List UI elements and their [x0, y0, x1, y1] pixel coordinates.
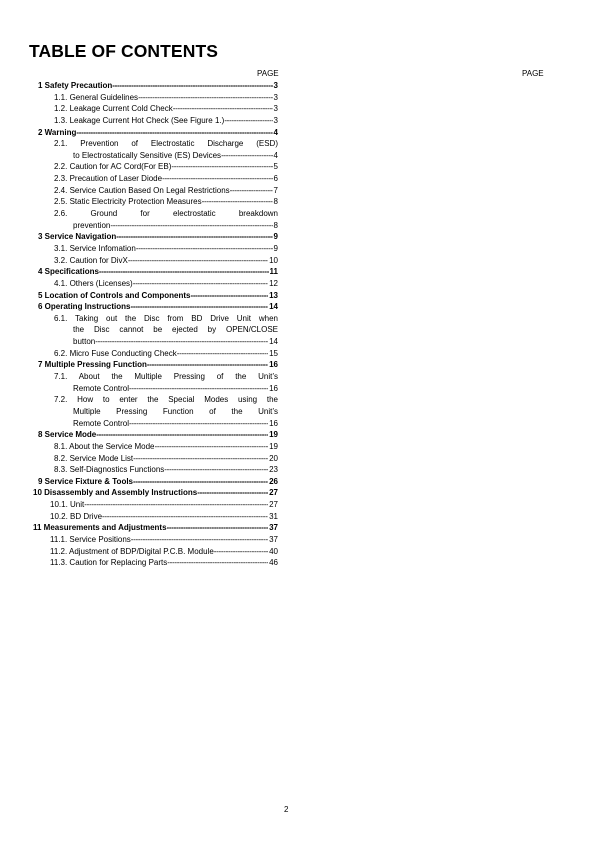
- page-column-header-right: PAGE: [522, 69, 544, 78]
- toc-leader: [197, 487, 268, 499]
- toc-entry-title: 10.2. BD Drive: [50, 511, 103, 521]
- toc-entry[interactable]: [30, 127, 278, 139]
- toc-entry-title-cont: Remote Control: [73, 383, 130, 393]
- toc-leader: [202, 196, 273, 208]
- toc-entry-page: 5: [273, 162, 278, 172]
- toc-entry-title: 8.2. Service Mode List: [54, 453, 134, 463]
- toc-entry[interactable]: [30, 394, 278, 429]
- toc-entry[interactable]: [30, 92, 278, 104]
- toc-entry-title: 10 Disassembly and Assembly Instructions: [33, 488, 198, 498]
- toc-entry-page: 16: [269, 383, 278, 393]
- toc-entry-page: 15: [269, 348, 278, 358]
- toc-entry-title: 1.3. Leakage Current Hot Check (See Figure 1.): [54, 115, 225, 125]
- toc-entry-title: 1.2. Leakage Current Cold Check: [54, 104, 173, 114]
- toc-entry-title: 1 Safety Precaution: [38, 81, 113, 90]
- toc-entry[interactable]: [30, 371, 278, 394]
- toc-entry-title: 6.2. Micro Fuse Conducting Check: [54, 348, 177, 358]
- toc-entry-page: 10: [269, 255, 278, 265]
- toc-entry[interactable]: [30, 487, 278, 499]
- toc-leader: [133, 476, 268, 488]
- toc-entry-title: 10.1. Unit: [50, 500, 85, 510]
- toc-entry-title: 11.2. Adjustment of BDP/Digital P.C.B. Module: [50, 546, 214, 556]
- toc-entry-page: 46: [269, 558, 278, 568]
- toc-entry[interactable]: [30, 511, 278, 523]
- toc-leader: [96, 429, 268, 441]
- toc-entry-page: 37: [269, 523, 278, 533]
- toc-entry-title: 2.1. Prevention of Electrostatic Discharge (ESD): [54, 139, 278, 149]
- toc-entry-title: 2.3. Precaution of Laser Diode: [54, 174, 163, 184]
- toc-entry-page: 14: [269, 302, 278, 312]
- toc-leader: [99, 266, 269, 278]
- toc-leader: [112, 80, 272, 92]
- toc-entry[interactable]: [30, 499, 278, 511]
- toc-entry[interactable]: [30, 546, 278, 558]
- toc-leader: [221, 150, 272, 162]
- toc-entry-title-cont: Remote Control: [73, 418, 130, 428]
- toc-entry-page: 31: [269, 511, 278, 521]
- toc-leader: [173, 103, 273, 115]
- toc-entry[interactable]: [30, 243, 278, 255]
- toc-entry-page: 12: [269, 278, 278, 288]
- toc-entry-page: 4: [273, 127, 278, 137]
- toc-entry-title: 3.1. Service Infomation: [54, 243, 136, 253]
- toc-entry-title: 2.2. Caution for AC Cord(For EB): [54, 162, 172, 172]
- page-number: 2: [284, 805, 289, 814]
- toc-entry-page: 23: [269, 465, 278, 475]
- toc-leader: [162, 173, 272, 185]
- toc-entry-page: 14: [269, 337, 278, 347]
- toc-entry-page: 3: [273, 92, 278, 102]
- toc-entry[interactable]: [30, 301, 278, 313]
- toc-entry[interactable]: [30, 348, 278, 360]
- toc-leader: [167, 522, 269, 534]
- toc-entry[interactable]: [30, 266, 278, 278]
- toc-entry-page: 11: [269, 267, 278, 277]
- toc-entry[interactable]: [30, 522, 278, 534]
- toc-entry[interactable]: [30, 115, 278, 127]
- toc-entry-page: 9: [273, 232, 278, 242]
- toc-entry[interactable]: [30, 313, 278, 348]
- toc-leader: [230, 185, 273, 197]
- toc-entry-title-cont: Multiple Pressing Function of the Unit’s: [73, 406, 278, 416]
- toc-entry[interactable]: [30, 103, 278, 115]
- toc-entry-title: 1.1. General Guidelines: [54, 92, 139, 102]
- toc-entry[interactable]: [30, 441, 278, 453]
- toc-leader: [224, 115, 272, 127]
- toc-entry-title: 3.2. Caution for DivX: [54, 255, 128, 265]
- toc-entry-title: 4.1. Others (Licenses): [54, 278, 133, 288]
- toc-entry-title-cont: button: [73, 337, 96, 347]
- toc-entry-page: 27: [269, 488, 278, 498]
- toc-entry-title: 8.3. Self-Diagnostics Functions: [54, 465, 165, 475]
- toc-entry-title: 6.1. Taking out the Disc from BD Drive Unit when: [54, 313, 278, 323]
- toc-entry[interactable]: [30, 80, 278, 92]
- toc-leader: [130, 301, 268, 313]
- toc-entry-page: 8: [273, 220, 278, 230]
- toc-entry[interactable]: [30, 534, 278, 546]
- toc-leader: [155, 441, 269, 453]
- toc-entry[interactable]: [30, 138, 278, 161]
- toc-entry[interactable]: [30, 476, 278, 488]
- toc-leader: [214, 546, 268, 558]
- toc-entry-page: 7: [273, 185, 278, 195]
- toc-entry-title-cont: the Disc cannot be ejected by OPEN/CLOSE: [73, 325, 278, 335]
- toc-entry-page: 40: [269, 546, 278, 556]
- toc-leader: [110, 220, 272, 232]
- toc-leader: [177, 348, 268, 360]
- toc-entry[interactable]: [30, 557, 278, 569]
- toc-leader: [167, 557, 268, 569]
- toc-leader: [76, 127, 272, 139]
- toc-entry-title: 7.2. How to enter the Special Modes using the: [54, 395, 278, 405]
- page-column-header: PAGE: [257, 69, 279, 78]
- toc-entry-page: 3: [273, 104, 278, 114]
- toc-entry-title: 11 Measurements and Adjustments: [33, 523, 167, 533]
- toc-entry[interactable]: [30, 453, 278, 465]
- toc-entry-page: 16: [269, 360, 278, 370]
- toc-entry-title: 11.1. Service Positions: [50, 534, 131, 544]
- toc-entry-title: 8.1. About the Service Mode: [54, 441, 155, 451]
- toc-entry-title: 4 Specifications: [38, 267, 99, 277]
- toc-leader: [136, 243, 273, 255]
- page-title: TABLE OF CONTENTS: [29, 41, 219, 61]
- toc-entry[interactable]: [30, 208, 278, 231]
- toc-leader: [133, 453, 268, 465]
- toc-leader: [129, 383, 268, 395]
- toc-entry[interactable]: [30, 231, 278, 243]
- toc-leader: [164, 464, 268, 476]
- toc-leader: [171, 161, 272, 173]
- toc-entry-title-cont: prevention: [73, 220, 111, 230]
- toc-entry-page: 37: [269, 534, 278, 544]
- toc-leader: [147, 359, 268, 371]
- toc-entry-page: 16: [269, 418, 278, 428]
- toc-entry-title: 7 Multiple Pressing Function: [38, 360, 147, 370]
- toc-entry-page: 9: [273, 243, 278, 253]
- toc-entry-page: 4: [273, 150, 278, 160]
- toc-entry-page: 20: [269, 453, 278, 463]
- toc-entry[interactable]: [30, 359, 278, 371]
- toc-entry[interactable]: [30, 185, 278, 197]
- toc-entry-title: 8 Service Mode: [38, 430, 97, 440]
- toc-entry-title: 2.5. Static Electricity Protection Measures: [54, 197, 202, 207]
- toc-leader: [102, 511, 268, 523]
- toc-leader: [138, 92, 272, 104]
- toc-entry[interactable]: [30, 255, 278, 267]
- table-of-contents: [30, 80, 278, 569]
- toc-leader: [129, 418, 268, 430]
- toc-leader: [95, 336, 268, 348]
- toc-entry-page: 8: [273, 197, 278, 207]
- toc-entry-page: 26: [269, 476, 278, 486]
- toc-entry-page: 13: [269, 290, 278, 300]
- toc-entry-page: 19: [269, 430, 278, 440]
- toc-entry-page: 19: [269, 441, 278, 451]
- toc-entry-title: 9 Service Fixture & Tools: [38, 476, 133, 486]
- toc-entry-title: 7.1. About the Multiple Pressing of the Unit’s: [54, 372, 278, 382]
- toc-entry[interactable]: [30, 173, 278, 185]
- toc-leader: [190, 290, 268, 302]
- toc-leader: [116, 231, 272, 243]
- toc-entry-page: 6: [273, 174, 278, 184]
- toc-entry-title: 3 Service Navigation: [38, 232, 117, 242]
- toc-entry[interactable]: [30, 196, 278, 208]
- toc-entry-title: 6 Operating Instructions: [38, 302, 131, 312]
- toc-entry[interactable]: [30, 161, 278, 173]
- toc-leader: [128, 255, 268, 267]
- toc-leader: [133, 278, 268, 290]
- toc-leader: [84, 499, 268, 511]
- toc-entry[interactable]: [30, 429, 278, 441]
- toc-entry[interactable]: [30, 278, 278, 290]
- toc-entry-title: 2.6. Ground for electrostatic breakdown: [54, 209, 278, 219]
- toc-entry-title-cont: to Electrostatically Sensitive (ES) Devices: [73, 150, 222, 160]
- toc-entry-title: 5 Location of Controls and Components: [38, 290, 191, 300]
- toc-entry-page: 3: [273, 81, 278, 90]
- toc-entry[interactable]: [30, 464, 278, 476]
- toc-entry-title: 2 Warning: [38, 127, 77, 137]
- toc-entry-title: 2.4. Service Caution Based On Legal Restrictions: [54, 185, 230, 195]
- toc-entry-page: 27: [269, 500, 278, 510]
- toc-leader: [131, 534, 268, 546]
- toc-entry[interactable]: [30, 290, 278, 302]
- toc-entry-page: 3: [273, 115, 278, 125]
- toc-entry-title: 11.3. Caution for Replacing Parts: [50, 558, 168, 568]
